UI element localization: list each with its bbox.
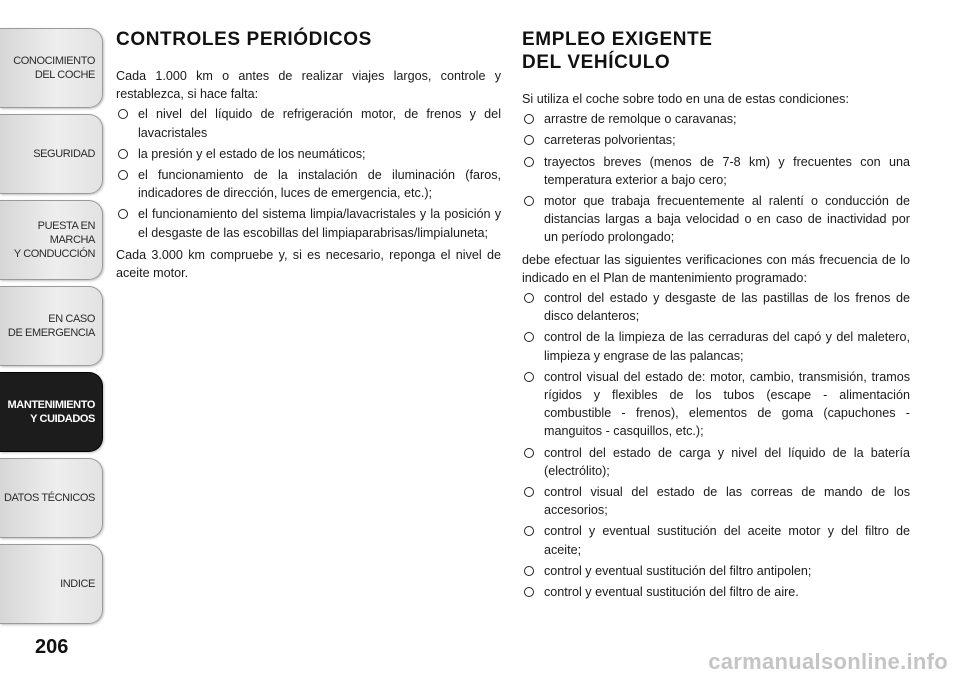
circle-bullet-icon <box>118 209 128 219</box>
empleo-exigente-section <box>522 28 910 605</box>
tab-indice[interactable] <box>0 544 103 624</box>
list-item <box>522 110 910 128</box>
list-item <box>522 483 910 519</box>
circle-bullet-icon <box>524 293 534 303</box>
list-item <box>522 328 910 364</box>
tab-label: MANTENIMIENTO Y CUIDADOS <box>7 399 95 425</box>
circle-bullet-icon <box>524 372 534 382</box>
periodic-checks-list <box>116 105 501 241</box>
list-item <box>522 192 910 247</box>
circle-bullet-icon <box>524 587 534 597</box>
tab-datos-tecnicos[interactable] <box>0 458 103 538</box>
list-item-text: motor que trabaja frecuentemente al ralentí o conducción de distancias largas a baja velocidad o en caso de inactividad por un período prolongado; <box>544 194 910 245</box>
controles-periodicos-section <box>116 28 501 284</box>
middle-paragraph: debe efectuar las siguientes verificaciones con más frecuencia de lo indicado en el Plan de mantenimiento programado: <box>522 252 910 285</box>
circle-bullet-icon <box>118 149 128 159</box>
section-title: CONTROLES PERIÓDICOS <box>116 29 372 50</box>
list-item-text: control de la limpieza de las cerraduras del capó y del maletero, limpieza y engrase de las palancas; <box>544 330 910 363</box>
tab-label: PUESTA EN MARCHA Y CONDUCCIÓN <box>13 220 95 260</box>
list-item <box>116 166 501 202</box>
circle-bullet-icon <box>524 487 534 497</box>
circle-bullet-icon <box>524 526 534 536</box>
list-item-text: control del estado de carga y nivel del líquido de la batería (electrólito); <box>544 445 910 478</box>
tab-label: DATOS TÉCNICOS <box>4 492 95 504</box>
tab-conocimiento-del-coche[interactable] <box>0 28 103 108</box>
list-item-text: arrastre de remolque o caravanas; <box>544 112 737 127</box>
list-item <box>522 583 910 601</box>
list-item-text: control visual del estado de: motor, cambio, transmisión, tramos rígidos y flexibles de los tubos (escape - alimentación combustible - frenos), elementos de goma (capuchones - manguitos - casquillos, etc.); <box>544 369 910 439</box>
list-item-text: el nivel del líquido de refrigeración motor, de frenos y del lavacristales <box>138 107 501 140</box>
list-item <box>522 368 910 441</box>
list-item-text: el funcionamiento de la instalación de iluminación (faros, indicadores de dirección, luces de emergencia, etc.); <box>138 168 501 201</box>
circle-bullet-icon <box>524 157 534 167</box>
list-item <box>522 289 910 325</box>
tab-label: INDICE <box>60 578 95 590</box>
circle-bullet-icon <box>524 448 534 458</box>
list-item-text: control y eventual sustitución del aceite motor y del filtro de aceite; <box>544 524 910 557</box>
list-item-text: la presión y el estado de los neumáticos; <box>138 146 366 161</box>
tab-label: SEGURIDAD <box>33 148 95 160</box>
page-number: 206 <box>35 636 69 658</box>
tab-seguridad[interactable] <box>0 114 103 194</box>
list-item-text: el funcionamiento del sistema limpia/lavacristales y la posición y el desgaste de las escobillas del limpiaparabrisas/limpialuneta; <box>138 207 501 240</box>
circle-bullet-icon <box>524 114 534 124</box>
list-item <box>522 131 910 149</box>
tab-puesta-en-marcha[interactable] <box>0 200 103 280</box>
tab-mantenimiento-y-cuidados[interactable] <box>0 372 103 452</box>
list-item <box>522 153 910 189</box>
tab-label: CONOCIMIENTO DEL COCHE <box>13 55 95 81</box>
list-item-text: carreteras polvorientas; <box>544 133 676 148</box>
checks-list <box>522 289 910 601</box>
watermark-link[interactable]: carmanualsonline.info <box>708 649 948 674</box>
list-item <box>522 562 910 580</box>
list-item-text: control y eventual sustitución del filtro antipolen; <box>544 563 812 578</box>
section-title: EMPLEO EXIGENTE DEL VEHÍCULO <box>522 29 713 73</box>
intro-paragraph: Cada 1.000 km o antes de realizar viajes largos, controle y restablezca, si hace falta: <box>116 69 501 102</box>
list-item <box>116 105 501 141</box>
list-item-text: control y eventual sustitución del filtro de aire. <box>544 585 799 600</box>
list-item-text: control del estado y desgaste de las pastillas de los frenos de disco delanteros; <box>544 291 910 324</box>
outro-paragraph: Cada 3.000 km compruebe y, si es necesario, reponga el nivel de aceite motor. <box>116 247 501 281</box>
list-item <box>522 444 910 480</box>
list-item <box>116 145 501 163</box>
circle-bullet-icon <box>118 109 128 119</box>
circle-bullet-icon <box>524 135 534 145</box>
list-item-text: trayectos breves (menos de 7-8 km) y frecuentes con una temperatura exterior a bajo cero; <box>544 154 910 187</box>
tab-en-caso-de-emergencia[interactable] <box>0 286 103 366</box>
circle-bullet-icon <box>524 332 534 342</box>
conditions-list <box>522 110 910 246</box>
list-item <box>522 522 910 558</box>
circle-bullet-icon <box>524 566 534 576</box>
section-tabs <box>0 28 103 630</box>
list-item-text: control visual del estado de las correas de mando de los accesorios; <box>544 485 910 518</box>
list-item <box>116 205 501 241</box>
circle-bullet-icon <box>524 196 534 206</box>
circle-bullet-icon <box>118 170 128 180</box>
tab-label: EN CASO DE EMERGENCIA <box>7 313 95 339</box>
intro-paragraph: Si utiliza el coche sobre todo en una de estas condiciones: <box>522 92 849 106</box>
